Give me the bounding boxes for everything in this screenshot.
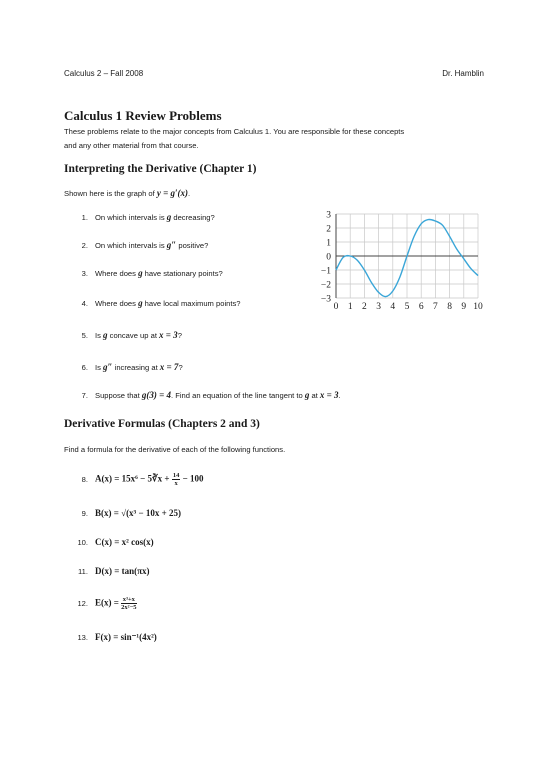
y-tick-label: 1 — [326, 238, 331, 249]
math-expression: x = 7 — [159, 362, 179, 372]
y-tick-label: −1 — [320, 266, 331, 277]
x-tick-label: 1 — [347, 302, 353, 312]
question-text: Where does — [95, 299, 139, 308]
question-number: 6. — [81, 363, 88, 372]
math-expression: g″ — [166, 240, 177, 250]
y-tick-label: 3 — [326, 210, 331, 221]
math-expression: g(3) = 4 — [141, 390, 171, 400]
x-tick-label: 7 — [433, 302, 438, 312]
course-header: Calculus 2 – Fall 2008 — [64, 69, 144, 78]
math-expression: g — [103, 330, 108, 340]
intro-line-1: These problems relate to the major concepts from Calculus 1. You are responsible for these concepts — [64, 127, 405, 136]
question-text: concave up at — [107, 331, 160, 340]
x-tick-label: 10 — [473, 302, 483, 312]
question-text: On which intervals is — [95, 213, 167, 222]
graph-caption-suffix: . — [188, 189, 191, 198]
formula-question-13 — [64, 632, 157, 643]
question-number: 11. — [78, 567, 88, 576]
question-text: . — [338, 391, 341, 400]
math-expression: g″ — [103, 362, 113, 372]
math-expression: g — [138, 268, 143, 278]
question-text: decreasing? — [171, 213, 215, 222]
y-tick-label: −2 — [320, 280, 331, 291]
intro-line-2: and any other material from that course. — [64, 141, 199, 150]
math-expression: g — [138, 298, 143, 308]
x-tick-label: 0 — [333, 302, 339, 312]
question-text: Where does — [95, 269, 139, 278]
question-number: 7. — [81, 391, 88, 400]
question-number: 10. — [77, 538, 88, 547]
function-formula: C(x) = x² cos(x) — [95, 537, 154, 547]
formula-question-9 — [64, 508, 181, 518]
question-text: ? — [178, 363, 183, 372]
x-tick-label: 3 — [376, 302, 381, 312]
math-expression: x = 3 — [159, 330, 178, 340]
question-number: 1. — [81, 213, 88, 222]
y-tick-label: 2 — [326, 224, 331, 235]
math-expression: x = 3 — [319, 390, 339, 400]
question-text: have stationary points? — [142, 269, 223, 278]
fraction-numerator: x³+x — [122, 596, 135, 603]
x-tick-label: 8 — [447, 302, 452, 312]
question-text: . Find an equation of the line tangent to — [171, 391, 305, 400]
math-expression: g — [166, 212, 172, 222]
question-text: Is — [95, 331, 104, 340]
question-number: 3. — [81, 269, 88, 278]
x-tick-label: 4 — [390, 302, 396, 312]
x-tick-label: 9 — [461, 302, 467, 312]
function-formula: E(x) = — [95, 597, 122, 608]
function-formula: F(x) = sin⁻¹(4x²) — [95, 632, 157, 642]
formula-question-8 — [64, 472, 203, 487]
formulas-instruction: Find a formula for the derivative of each of the following functions. — [64, 445, 286, 454]
page-title: Calculus 1 Review Problems — [64, 108, 222, 123]
question-number: 5. — [81, 331, 88, 340]
question-number: 4. — [81, 299, 88, 308]
question-number: 2. — [81, 241, 88, 250]
formula-question-11 — [64, 566, 150, 576]
question-text: Is — [95, 363, 104, 372]
question-number: 8. — [81, 474, 88, 484]
derivative-graph — [308, 208, 498, 318]
question-7 — [64, 390, 341, 400]
question-text: On which intervals is — [95, 241, 167, 250]
formula-question-12 — [64, 596, 137, 611]
question-5 — [64, 330, 182, 340]
question-text: Suppose that — [95, 391, 142, 400]
fraction-numerator: 14 — [172, 472, 180, 479]
x-tick-label: 6 — [418, 302, 424, 312]
math-expression: g — [304, 390, 310, 400]
fraction — [121, 596, 136, 611]
question-number: 9. — [81, 509, 88, 518]
formula-question-10 — [64, 537, 154, 547]
graph-caption-math: y = g′(x) — [156, 188, 189, 198]
function-formula: D(x) = tan(πx) — [95, 566, 150, 576]
function-formula-tail: − 100 — [180, 473, 204, 484]
question-6 — [64, 362, 183, 372]
question-4 — [64, 298, 240, 308]
x-tick-label: 5 — [404, 302, 410, 312]
question-number: 12. — [77, 598, 88, 608]
fraction-denominator: 2x²−5 — [121, 604, 137, 611]
question-text: at — [309, 391, 320, 400]
instructor-header: Dr. Hamblin — [442, 69, 484, 78]
question-1 — [64, 212, 215, 222]
x-tick-label: 2 — [362, 302, 367, 312]
y-tick-label: −3 — [320, 294, 331, 305]
question-number: 13. — [77, 633, 88, 642]
fraction-denominator: x — [174, 480, 178, 487]
question-text: have local maximum points? — [142, 299, 241, 308]
y-tick-label: 0 — [326, 252, 331, 263]
question-2 — [64, 240, 208, 250]
question-text: increasing at — [112, 363, 160, 372]
question-3 — [64, 268, 223, 278]
question-text: ? — [177, 331, 182, 340]
section-heading-formulas: Derivative Formulas (Chapters 2 and 3) — [64, 418, 260, 430]
function-formula: A(x) = 15x⁶ − 5∛x + — [95, 473, 172, 484]
graph-caption-prefix: Shown here is the graph of — [64, 189, 157, 198]
graph-caption — [64, 186, 494, 201]
section-heading-derivative: Interpreting the Derivative (Chapter 1) — [64, 163, 257, 175]
question-text: positive? — [176, 241, 209, 250]
function-formula: B(x) = √(x³ − 10x + 25) — [95, 508, 182, 518]
